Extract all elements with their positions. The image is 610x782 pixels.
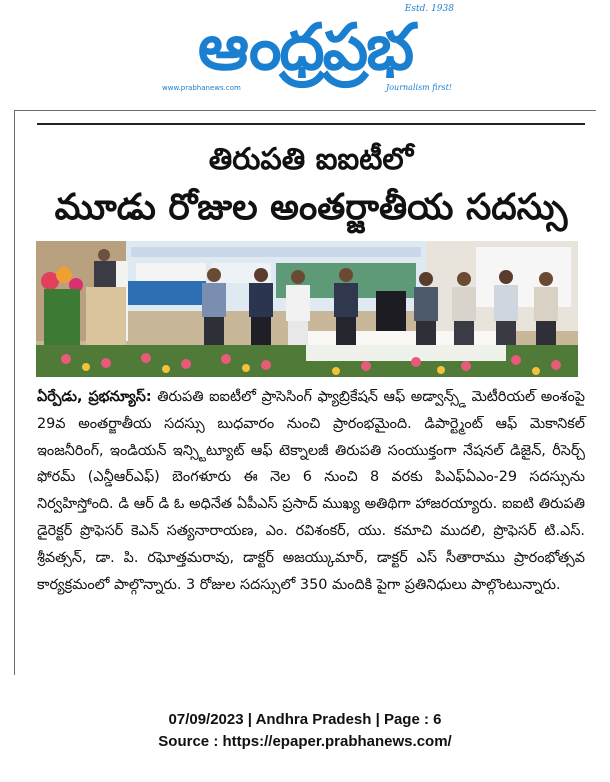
headline-line-2: మూడు రోజుల అంతర్జాతీయ సదస్సు [54, 187, 568, 228]
footer-date-edition: 07/09/2023 | Andhra Pradesh | Page : 6 [168, 711, 442, 728]
article-body-text: తిరుపతి ఐఐటీలో ప్రాసెసింగ్ ఫ్యాబ్రికేషన్ ఆఫ్ అడ్వాన్స్డ్ మెటీరియల్ అంశంపై 29వ అంతర్జాతీయ సదస్సు బుధవారం నుంచి ప్రారంభమైంది. డిపార్ట్మెంట్ ఆఫ్ మెకానికల్ ఇంజనీరింగ్, ఇండియన్ ఇన్స్టిట్యూట్ ఆఫ్ టెక్నాలజీ తిరుపతి సంయుక్తంగా నేషనల్ డిజైన్, రీసెర్చ్ ఫోరమ్ (ఎన్డీఆర్ఎఫ్) బెంగళూరు ఈ నెల 6 నుంచి 8 వరకు పిఎఫ్ఏఎం-29 సదస్సును నిర్వహిస్తోంది. డి ఆర్ డి ఓ అధినేత ఏపీఎస్ ప్రసాద్ ముఖ్య అతిథిగా హాజరయ్యారు. ఐఐటి తిరుపతి డైరెక్టర్ ప్రొఫెసర్ కెఎన్ సత్యనారాయణ, ఎం. రవిశంకర్, యు. కమాచి ముదలి, ప్రొఫెసర్ టి.ఎస్. శ్రీవత్సన్, డా. పి. రఘోత్తమరావు, డాక్టర్ అజయ్కుమార్, డాక్టర్ ఎస్ సీతారాము ప్రారంభోత్సవ కార్యక్రమంలో పాల్గొన్నారు. 3 రోజుల సదస్సులో 350 మందికి పైగా ప్రతినిధులు పాల్గొంటున్నారు. [37, 389, 585, 593]
established-year: Estd. 1938 [404, 4, 454, 14]
headline-line-1: తిరుపతి ఐఐటీలో [208, 142, 414, 177]
article-body [37, 384, 585, 598]
masthead [150, 4, 460, 100]
article-top-rule [37, 123, 585, 125]
newspaper-logo: ఆంధ్రప్రభ [197, 11, 413, 85]
conference-photo [36, 241, 578, 377]
clipping-border-top [14, 110, 596, 111]
clipping-border-left [14, 110, 15, 675]
dateline: ఏర్పేడు, ప్రభన్యూస్: [37, 389, 152, 405]
footer-source: Source : https://epaper.prabhanews.com/ [158, 733, 452, 750]
tagline: Journalism first! [386, 83, 452, 92]
website-url: www.prabhanews.com [162, 84, 241, 92]
